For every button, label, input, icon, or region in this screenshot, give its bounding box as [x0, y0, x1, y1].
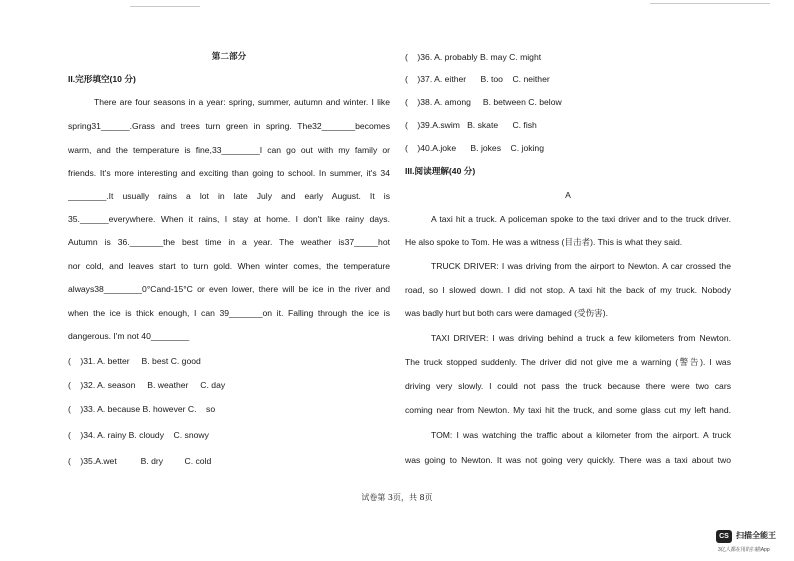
- passage-line: 35.______everywhere. When it rains, I stay at home. I don't like rainy days.: [68, 214, 390, 224]
- passage-line: coming near from Newton. My taxi hit the truck, and some glass cut my left hand.: [405, 405, 731, 415]
- question-option: ( )38. A. among B. between C. below: [405, 97, 562, 107]
- passage-line: nor cold, and leaves start to turn gold. When winter comes, the temperature: [68, 261, 390, 271]
- passage-line: There are four seasons in a year: spring, summer, autumn and winter. I like: [94, 97, 390, 107]
- passage-line: was going to Newton. It was not going very quickly. There was a taxi about two: [405, 455, 731, 465]
- passage-line: driving very slowly. I could not pass the truck because there were two cars: [405, 381, 731, 391]
- passage-line: ________.It usually rains a lot in late July and early August. It is: [68, 191, 390, 201]
- passage-line: when the ice is thick enough, I can 39_______on it. Falling through the ice is: [68, 308, 390, 318]
- scan-artifact: [130, 6, 200, 7]
- passage-line: A taxi hit a truck. A policeman spoke to the taxi driver and to the truck driver.: [431, 214, 731, 224]
- passage-line: TRUCK DRIVER: I was driving from the airport to Newton. A car crossed the: [431, 261, 731, 271]
- question-option: ( )33. A. because B. however C. so: [68, 404, 216, 414]
- passage-line: always38________0°Cand-15°C or even lower, there will be ice in the river and: [68, 284, 390, 294]
- question-option: ( )34. A. rainy B. cloudy C. snowy: [68, 430, 209, 440]
- passage-line: was badly hurt but both cars were damaged (受伤害).: [405, 308, 608, 318]
- passage-line: friends. It's more interesting and exciting than going to school. In summer, it's 34: [68, 168, 390, 178]
- question-option: ( )37. A. either B. too C. neither: [405, 74, 550, 84]
- question-option: ( )39.A.swim B. skate C. fish: [405, 120, 537, 130]
- question-option: ( )31. A. better B. best C. good: [68, 356, 201, 366]
- section-cloze-heading: II.完形填空(10 分): [68, 74, 136, 84]
- passage-line: The truck stopped suddenly. The driver did not give me a warning (警告). I was: [405, 357, 731, 367]
- watermark-title: 扫描全能王: [736, 531, 776, 540]
- passage-line: spring31______.Grass and trees turn green in spring. The32_______becomes: [68, 121, 390, 131]
- passage-line: warm, and the temperature is fine,33________I can go out with my family or: [68, 145, 390, 155]
- question-option: ( )35.A.wet B. dry C. cold: [68, 456, 212, 466]
- passage-label: A: [565, 190, 571, 200]
- section-reading-heading: III.阅读理解(40 分): [405, 166, 476, 176]
- passage-line: He also spoke to Tom. He was a witness (目击者). This is what they said.: [405, 237, 683, 247]
- passage-line: TOM: I was watching the traffic about a kilometer from the airport. A truck: [431, 430, 731, 440]
- scan-artifact: [650, 3, 770, 4]
- question-option: ( )32. A. season B. weather C. day: [68, 380, 226, 390]
- passage-line: TAXI DRIVER: I was driving behind a truck a few kilometers from Newton.: [431, 333, 731, 343]
- question-option: ( )36. A. probably B. may C. might: [405, 52, 542, 62]
- page-footer: 试卷第 3页，共 8页: [361, 493, 433, 502]
- watermark-subtitle: 3亿人都在用的扫描App: [718, 547, 770, 553]
- passage-line: dangerous. I'm not 40________: [68, 331, 190, 341]
- question-option: ( )40.A.joke B. jokes C. joking: [405, 143, 544, 153]
- camscanner-logo-icon: CS: [716, 530, 732, 543]
- passage-line: road, so I slowed down. I did not stop. A taxi hit the back of my truck. Nobody: [405, 285, 731, 295]
- part-title: 第二部分: [211, 51, 247, 61]
- passage-line: Autumn is 36._______the best time in a year. The weather is37_____hot: [68, 237, 390, 247]
